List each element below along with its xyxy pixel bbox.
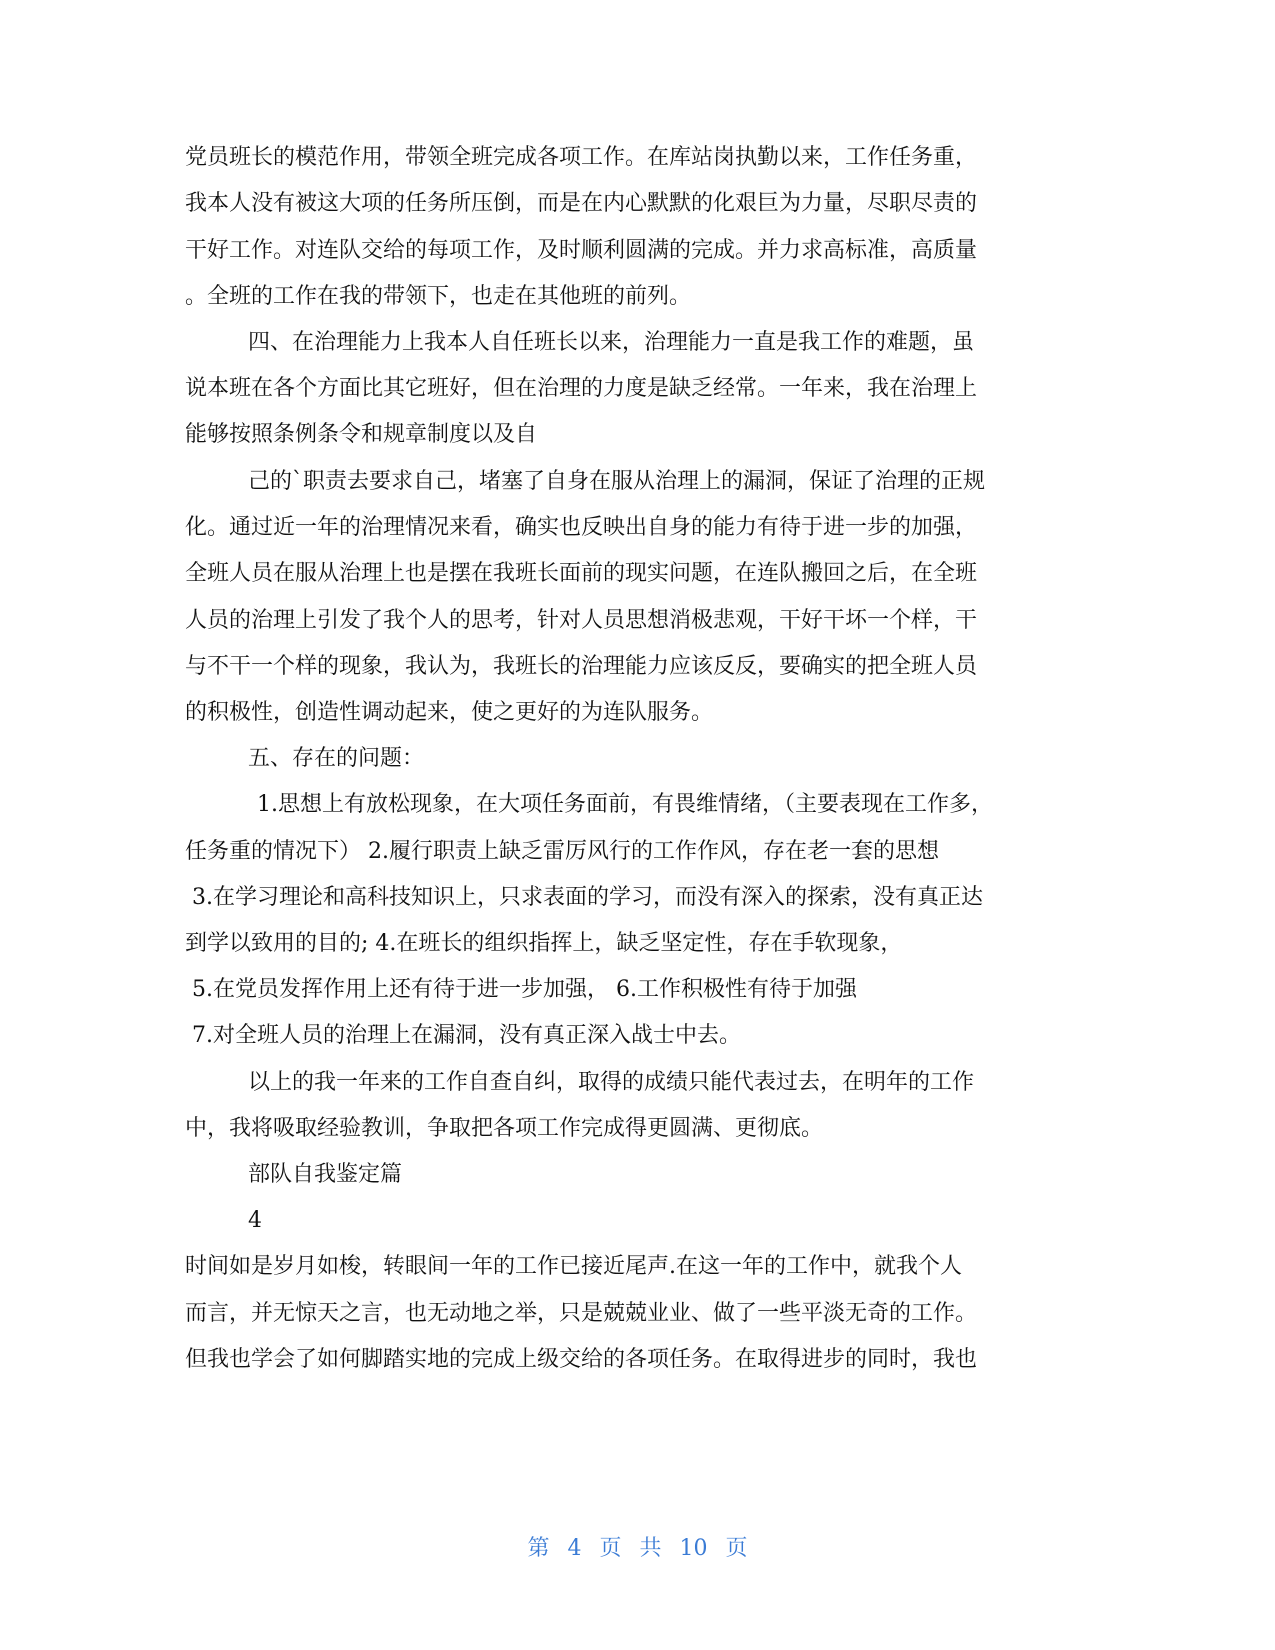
text-line: 。全班的工作在我的带领下，也走在其他班的前列。 xyxy=(185,284,692,309)
text-line: 己的`职责去要求自己，堵塞了自身在服从治理上的漏洞，保证了治理的正规 xyxy=(248,469,986,494)
footer-total-prefix: 共 xyxy=(639,1536,662,1561)
list-item: 3.在学习理论和高科技知识上，只求表面的学习，而没有深入的探索，没有真正达 xyxy=(192,885,983,910)
text-line: 干好工作。对连队交给的每项工作，及时顺利圆满的完成。并力求高标准，高质量 xyxy=(185,238,978,263)
text-line: 说本班在各个方面比其它班好，但在治理的力度是缺乏经常。一年来，我在治理上 xyxy=(185,376,978,401)
text-line: 四、在治理能力上我本人自任班长以来，治理能力一直是我工作的难题，虽 xyxy=(248,330,975,355)
text-line: 的积极性，创造性调动起来，使之更好的为连队服务。 xyxy=(185,700,714,725)
text-line: 以上的我一年来的工作自查自纠，取得的成绩只能代表过去，在明年的工作 xyxy=(248,1070,975,1095)
text-line: 时间如是岁月如梭，转眼间一年的工作已接近尾声.在这一年的工作中，就我个人 xyxy=(185,1254,962,1279)
list-item: 7.对全班人员的治理上在漏洞，没有真正深入战士中去。 xyxy=(192,1023,741,1048)
list-item: 到学以致用的目的; 4.在班长的组织指挥上，缺乏坚定性，存在手软现象， xyxy=(185,931,903,956)
footer-page-unit: 页 xyxy=(599,1536,622,1561)
list-item: 5.在党员发挥作用上还有待于进一步加强， 6.工作积极性有待于加强 xyxy=(192,977,857,1002)
list-item: 任务重的情况下） 2.履行职责上缺乏雷厉风行的工作作风，存在老一套的思想 xyxy=(185,839,939,864)
section-title: 部队自我鉴定篇 xyxy=(248,1162,403,1187)
current-page-number: 4 xyxy=(567,1536,582,1561)
text-line: 但我也学会了如何脚踏实地的完成上级交给的各项任务。在取得进步的同时，我也 xyxy=(185,1347,978,1372)
section-number: 4 xyxy=(248,1208,262,1233)
footer-prefix: 第 xyxy=(527,1536,550,1561)
text-line: 中，我将吸取经验教训，争取把各项工作完成得更圆满、更彻底。 xyxy=(185,1116,824,1141)
text-line: 能够按照条例条令和规章制度以及自 xyxy=(185,422,538,447)
text-line: 人员的治理上引发了我个人的思考，针对人员思想消极悲观，干好干坏一个样，干 xyxy=(185,608,978,633)
list-item: 1.思想上有放松现象，在大项任务面前，有畏维情绪，（主要表现在工作多， xyxy=(257,792,993,817)
total-pages-number: 10 xyxy=(679,1536,708,1561)
section-heading: 五、存在的问题： xyxy=(248,746,425,771)
text-line: 化。通过近一年的治理情况来看，确实也反映出自身的能力有待于进一步的加强， xyxy=(185,515,978,540)
page-footer xyxy=(0,1534,1275,1564)
text-line: 与不干一个样的现象，我认为，我班长的治理能力应该反反，要确实的把全班人员 xyxy=(185,654,978,679)
footer-total-unit: 页 xyxy=(725,1536,748,1561)
text-line: 而言，并无惊天之言，也无动地之举，只是兢兢业业、做了一些平淡无奇的工作。 xyxy=(185,1301,978,1326)
text-line: 党员班长的模范作用，带领全班完成各项工作。在库站岗执勤以来，工作任务重， xyxy=(185,145,978,170)
text-line: 我本人没有被这大项的任务所压倒，而是在内心默默的化艰巨为力量，尽职尽责的 xyxy=(185,191,978,216)
text-line: 全班人员在服从治理上也是摆在我班长面前的现实问题，在连队搬回之后，在全班 xyxy=(185,561,978,586)
